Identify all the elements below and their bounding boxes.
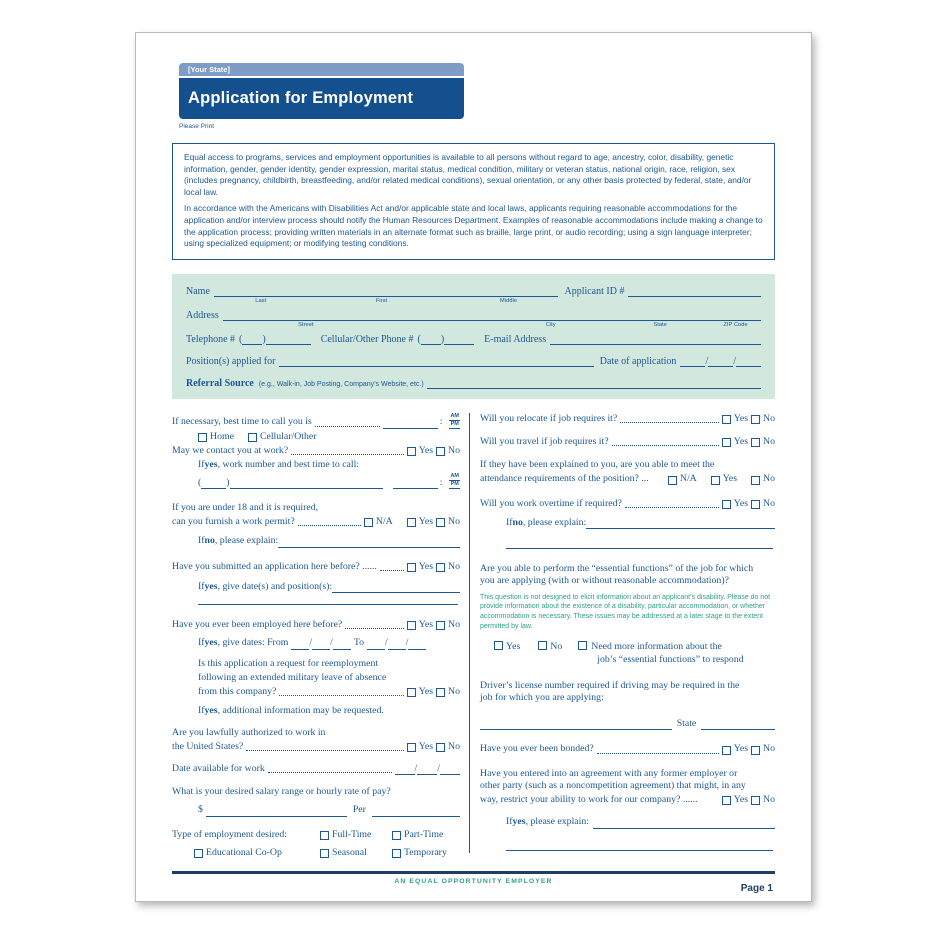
page-footer (172, 871, 775, 895)
paren-open: ( (417, 333, 421, 345)
state-label: State (676, 718, 697, 730)
question-text: If necessary, best time to call you is (172, 416, 312, 428)
telephone-area-code-line[interactable] (242, 336, 262, 345)
question-text: , additional information may be requested. (217, 705, 384, 717)
continuation-line[interactable] (506, 839, 773, 851)
license-input-row (480, 718, 775, 730)
address-label: Address (186, 309, 219, 321)
checkbox-yes[interactable] (407, 447, 416, 456)
from-day-line[interactable] (312, 641, 330, 650)
per-label: Per (352, 804, 366, 816)
checkbox-no[interactable] (436, 518, 445, 527)
question-drivers-license (480, 680, 775, 704)
work-number-input-line[interactable] (230, 480, 383, 489)
question-text: Have you submitted an application here before? ...... (172, 560, 377, 572)
checkbox-label-no: No (448, 516, 460, 528)
continuation-line[interactable] (506, 537, 773, 549)
date-slash: / (705, 355, 709, 367)
question-text: Date available for work (172, 763, 265, 774)
work-number-row (198, 473, 460, 489)
checkbox-no[interactable] (436, 447, 445, 456)
cellular-area-code-line[interactable] (421, 336, 441, 345)
colon: : (439, 476, 443, 488)
question-agreement-line3 (480, 794, 775, 806)
checkbox-label-no: No (448, 444, 460, 456)
date-slash: / (437, 763, 440, 774)
date-year-line[interactable] (736, 358, 761, 367)
paren-open: ( (198, 476, 202, 488)
dotted-leader (620, 422, 718, 423)
pm-label: PM (450, 481, 459, 488)
checkbox-no[interactable] (436, 743, 445, 752)
date-slash: / (309, 637, 313, 649)
dotted-leader (345, 628, 403, 629)
question-text: Will you relocate if job requires it? (480, 412, 618, 424)
dotted-leader (612, 445, 719, 446)
positions-label: Position(s) applied for (186, 355, 276, 367)
name-sublabel-last: Last (255, 297, 267, 304)
question-text: If (506, 816, 513, 828)
question-text: If (198, 458, 205, 470)
checkbox-label-yes: Yes (733, 743, 749, 755)
question-text: Driver’s license number required if driving may be required in the (480, 679, 740, 691)
dates-positions-row (198, 581, 460, 593)
checkbox-yes[interactable] (722, 796, 731, 805)
question-under-18-line1 (172, 502, 460, 514)
checkbox-yes[interactable] (407, 621, 416, 630)
work-number-prompt (198, 459, 460, 471)
question-text: May we contact you at work? (172, 444, 289, 456)
question-text: the United States? (172, 740, 244, 752)
pm-label: PM (450, 420, 459, 427)
name-input-line[interactable] (214, 286, 559, 304)
date-slash: / (405, 637, 409, 649)
paren-close: ) (226, 476, 230, 488)
email-label: E-mail Address (484, 333, 547, 345)
available-month-line[interactable] (395, 766, 415, 775)
equal-access-notice-box (172, 143, 775, 260)
bold-yes: yes (204, 637, 218, 649)
checkbox-no[interactable] (751, 438, 760, 447)
checkbox-label-seasonal: Seasonal (332, 846, 367, 858)
question-lawful-line1 (172, 727, 460, 739)
question-text: other party (such as a noncompetition agreement) that might, in any (480, 779, 746, 791)
question-travel (480, 436, 775, 448)
need-more-line1: Need more information about the (591, 641, 722, 653)
bold-no: no (512, 516, 523, 528)
employment-type-row2 (172, 847, 460, 859)
question-text: Are you lawfully authorized to work in (172, 726, 326, 738)
question-reemployment-line2 (198, 672, 460, 684)
question-text: If (198, 705, 205, 717)
checkbox-label-no: No (448, 686, 460, 698)
checkbox-yes[interactable] (722, 415, 731, 424)
application-form-page (135, 32, 812, 902)
question-reemployment-line1 (198, 658, 460, 670)
available-day-line[interactable] (417, 766, 437, 775)
per-input-line[interactable] (372, 808, 460, 817)
question-text: job for which you are applying: (480, 691, 604, 703)
checkbox-no[interactable] (751, 476, 760, 485)
address-sublabel-city: City (545, 321, 556, 328)
work-area-code-line[interactable] (201, 480, 226, 489)
position-row (186, 356, 761, 367)
page-number: Page 1 (740, 883, 773, 895)
checkbox-label-educational-coop: Educational Co-Op (206, 846, 282, 858)
question-text: you are applying (with or without reasonable accommodation)? (480, 575, 729, 587)
checkbox-label-yes: Yes (418, 516, 434, 528)
checkbox-label-yes: Yes (733, 435, 749, 447)
bold-yes: yes (204, 458, 218, 470)
explain-input-line[interactable] (586, 520, 775, 529)
checkbox-no[interactable] (436, 688, 445, 697)
question-text: Have you ever been employed here before? (172, 619, 343, 631)
checkbox-educational-coop[interactable] (194, 849, 203, 858)
explain-no-row (506, 517, 775, 529)
checkbox-yes[interactable] (722, 500, 731, 509)
checkbox-no[interactable] (436, 621, 445, 630)
continuation-line[interactable] (198, 593, 458, 605)
employment-dates-row (198, 637, 460, 649)
essential-functions-disclaimer: This question is not designed to elicit information about an applicant’s disability. Please do not provide information about the existence of a disability, particular accommodation, or whether accommodation is necessary. These issues may be addressed at a later stage to the extent permitted by law. (480, 593, 771, 630)
salary-input-row (198, 804, 460, 816)
address-input-line[interactable] (223, 310, 761, 328)
applicant-identity-section (172, 274, 775, 399)
checkbox-home[interactable] (198, 433, 207, 442)
question-text: , please explain: (214, 535, 279, 547)
dotted-leader (625, 507, 719, 508)
checkbox-label-yes: Yes (418, 686, 434, 698)
date-month-line[interactable] (680, 358, 705, 367)
checkbox-label-no: No (763, 412, 775, 424)
left-column (172, 409, 460, 859)
checkbox-yes[interactable] (407, 743, 416, 752)
dotted-leader (268, 772, 392, 773)
question-text: What is your desired salary range or hourly rate of pay? (172, 786, 391, 798)
question-text: can you furnish a work permit? (172, 516, 295, 528)
applicant-id-input-line[interactable] (628, 286, 761, 297)
bold-yes: yes (512, 816, 526, 828)
license-number-input-line[interactable] (480, 721, 672, 730)
question-contact-at-work (172, 445, 460, 457)
referral-source-hint: (e.g., Walk-in, Job Posting, Company’s Website, etc.) (258, 380, 424, 388)
date-slash: / (330, 637, 333, 649)
question-submitted-before (172, 561, 460, 573)
dollar-sign: $ (198, 804, 203, 816)
question-text: If they have been explained to you, are you able to meet the (480, 459, 715, 471)
dotted-leader (315, 426, 380, 427)
positions-input-line[interactable] (279, 356, 593, 367)
checkbox-label-yes: Yes (506, 641, 521, 653)
name-row (186, 285, 761, 304)
applicant-id-label: Applicant ID # (564, 285, 625, 297)
checkbox-yes[interactable] (711, 476, 720, 485)
additional-info-note (198, 705, 460, 717)
checkbox-yes[interactable] (494, 641, 503, 650)
checkbox-no[interactable] (751, 746, 760, 755)
paren-open: ( (239, 333, 243, 345)
cellular-input-line[interactable] (444, 336, 474, 345)
address-sublabel-state: State (653, 321, 667, 328)
checkbox-no[interactable] (538, 641, 547, 650)
checkbox-label-home: Home (210, 430, 234, 442)
question-text: following an extended military leave of absence (198, 671, 387, 683)
question-text: Will you travel if job requires it? (480, 435, 609, 447)
dates-positions-input-line[interactable] (332, 584, 460, 593)
question-text: If (506, 516, 513, 528)
question-text: If (198, 637, 205, 649)
cellular-label: Cellular/Other Phone # (320, 333, 414, 345)
to-label: To (353, 637, 365, 649)
checkbox-label-yes: Yes (418, 619, 434, 631)
checkbox-label-cellular-other: Cellular/Other (259, 430, 317, 442)
explain-input-line[interactable] (278, 539, 460, 548)
question-text: , give dates: From (217, 637, 289, 649)
question-relocate (480, 413, 775, 425)
phone-type-options (198, 431, 460, 443)
question-text: Will you work overtime if required? (480, 497, 622, 509)
checkbox-label-no: No (763, 473, 775, 485)
checkbox-label-na: N/A (679, 473, 697, 485)
checkbox-label-no: No (763, 497, 775, 509)
checkbox-yes[interactable] (722, 746, 731, 755)
bold-yes: yes (204, 705, 218, 717)
colon: : (439, 416, 443, 428)
email-input-line[interactable] (550, 334, 761, 345)
checkbox-yes[interactable] (722, 438, 731, 447)
checkbox-label-no: No (448, 560, 460, 572)
question-text: If you are under 18 and it is required, (172, 501, 319, 513)
salary-input-line[interactable] (206, 808, 347, 817)
please-print-label: Please Print (179, 123, 215, 130)
checkbox-label-no: No (763, 794, 775, 806)
essential-functions-options (480, 641, 775, 666)
date-day-line[interactable] (708, 358, 733, 367)
checkbox-full-time[interactable] (320, 831, 329, 840)
paren-close: ) (440, 333, 445, 345)
question-text: Is this application a request for reemployment (198, 657, 379, 669)
question-text: Are you able to perform the “essential functions” of the job for which (480, 563, 754, 575)
question-date-available (172, 763, 460, 775)
telephone-input-line[interactable] (266, 336, 311, 345)
notice-paragraph-1: Equal access to programs, services and employment opportunities is available to all persons without regard to age, ancestry, color, disability, genetic information, gender, gender identity, gender expression, marital status, medical condition, military or veteran status, national origin, race, religion, sex (includes pregnancy, childbirth, breastfeeding, and/or related medical conditions), sexual orientation, or any other basis protected by federal, state, and/or local law. (184, 152, 752, 197)
question-best-time (172, 413, 460, 429)
dotted-leader (597, 753, 719, 754)
am-label: AM (450, 473, 459, 480)
am-pm-options (449, 413, 460, 429)
checkbox-label-no: No (448, 619, 460, 631)
referral-row (186, 378, 761, 389)
question-lawful-line2 (172, 741, 460, 753)
checkbox-no[interactable] (751, 415, 760, 424)
paren-close: ) (262, 333, 266, 345)
checkbox-label-na: N/A (375, 516, 393, 528)
question-reemployment-line3 (198, 686, 460, 698)
dotted-leader (279, 695, 403, 696)
am-label: AM (450, 412, 459, 419)
address-sublabel-zip: ZIP Code (723, 321, 748, 328)
checkbox-seasonal[interactable] (320, 849, 329, 858)
date-of-application-label: Date of application (599, 355, 677, 367)
checkbox-label-yes: Yes (733, 794, 749, 806)
to-day-line[interactable] (388, 641, 406, 650)
name-label: Name (186, 285, 210, 297)
checkbox-label-no: No (448, 740, 460, 752)
name-sublabel-first: First (375, 297, 388, 304)
checkbox-yes[interactable] (407, 518, 416, 527)
question-attendance-line1 (480, 459, 775, 471)
work-time-input-line[interactable] (393, 480, 438, 489)
bold-no: no (204, 535, 215, 547)
date-slash: / (733, 355, 736, 367)
need-more-info-label (587, 641, 743, 666)
checkbox-label-yes: Yes (733, 497, 749, 509)
question-salary (172, 786, 460, 798)
date-slash: / (414, 763, 418, 774)
question-text: attendance requirements of the position? ... (480, 473, 649, 485)
bold-yes: yes (204, 580, 218, 592)
question-bonded (480, 743, 775, 755)
best-time-input-line[interactable] (383, 420, 438, 429)
question-text: , give date(s) and position(s): (217, 580, 333, 592)
checkbox-label-yes: Yes (722, 473, 738, 485)
explain-no-row (198, 535, 460, 547)
explain-yes-row (506, 816, 775, 828)
checkbox-label-part-time: Part-Time (404, 828, 444, 840)
checkbox-temporary[interactable] (392, 849, 401, 858)
right-column (480, 409, 775, 859)
question-under-18-line2 (172, 516, 460, 528)
dotted-leader (380, 570, 404, 571)
from-month-line[interactable] (291, 641, 309, 650)
dotted-leader (246, 750, 403, 751)
telephone-label: Telephone # (186, 333, 236, 345)
address-row (186, 309, 761, 328)
license-state-input-line[interactable] (701, 721, 775, 730)
question-text: , please explain: (522, 516, 587, 528)
question-text: Have you ever been bonded? (480, 743, 594, 755)
question-text: way, restrict your ability to work for our company? ...... (480, 794, 698, 806)
questions-columns (172, 409, 775, 859)
available-year-line[interactable] (440, 766, 460, 775)
dotted-leader (291, 454, 404, 455)
form-title: Application for Employment (179, 78, 464, 119)
phone-row (186, 334, 761, 345)
notice-paragraph-2: In accordance with the Americans with Disabilities Act and/or applicable state and local laws, applicants requiring reasonable accommodations for the application and/or interview process should notify the Human Resources Department. Examples of reasonable accommodations include making a change to the application process; providing written materials in an alternate format such as braille, large print, or audio recording; using a sign language interpreter; using specialized equipment; or modifying testing conditions. (184, 203, 763, 249)
checkbox-na[interactable] (364, 518, 373, 527)
dotted-leader (298, 525, 361, 526)
question-employed-before (172, 619, 460, 631)
name-sublabel-middle: Middle (499, 297, 517, 304)
checkbox-label-yes: Yes (418, 444, 434, 456)
checkbox-label-full-time: Full-Time (332, 828, 372, 840)
form-header (179, 63, 464, 119)
checkbox-label-yes: Yes (418, 740, 434, 752)
referral-source-input-line[interactable] (427, 378, 761, 389)
checkbox-no[interactable] (436, 563, 445, 572)
explain-input-line[interactable] (593, 820, 775, 829)
checkbox-no[interactable] (751, 500, 760, 509)
to-month-line[interactable] (367, 641, 385, 650)
checkbox-label-no: No (550, 641, 563, 653)
question-text: If (198, 535, 205, 547)
column-divider (469, 413, 470, 853)
checkbox-label-temporary: Temporary (404, 846, 447, 858)
checkbox-cellular-other[interactable] (248, 433, 257, 442)
checkbox-need-more-info[interactable] (578, 641, 587, 650)
checkbox-label-yes: Yes (733, 412, 749, 424)
employment-type-row1 (172, 829, 460, 841)
question-agreement (480, 768, 775, 792)
need-more-line2: job’s “essential functions” to respond (597, 653, 744, 665)
question-attendance-line2 (480, 473, 775, 485)
to-year-line[interactable] (408, 641, 426, 650)
checkbox-yes[interactable] (407, 563, 416, 572)
from-year-line[interactable] (333, 641, 351, 650)
checkbox-na[interactable] (668, 476, 677, 485)
equal-opportunity-employer-label: AN EQUAL OPPORTUNITY EMPLOYER (394, 878, 553, 886)
checkbox-part-time[interactable] (392, 831, 401, 840)
date-slash: / (385, 637, 388, 649)
question-text: If (198, 580, 205, 592)
question-text: Type of employment desired: (172, 828, 287, 840)
referral-source-label: Referral Source (186, 377, 254, 389)
question-text: , work number and best time to call: (217, 458, 360, 470)
checkbox-label-no: No (763, 435, 775, 447)
question-text: from this company? (198, 686, 277, 698)
checkbox-yes[interactable] (407, 688, 416, 697)
checkbox-no[interactable] (751, 796, 760, 805)
question-essential-functions (480, 563, 775, 587)
checkbox-label-yes: Yes (418, 560, 434, 572)
question-overtime (480, 498, 775, 510)
question-text: , please explain: (525, 816, 589, 828)
am-pm-options (449, 473, 460, 489)
question-text: Have you entered into an agreement with any former employer or (480, 767, 738, 779)
checkbox-label-no: No (763, 743, 775, 755)
address-sublabel-street: Street (298, 321, 314, 328)
state-tag-bar: [Your State] (179, 63, 464, 76)
